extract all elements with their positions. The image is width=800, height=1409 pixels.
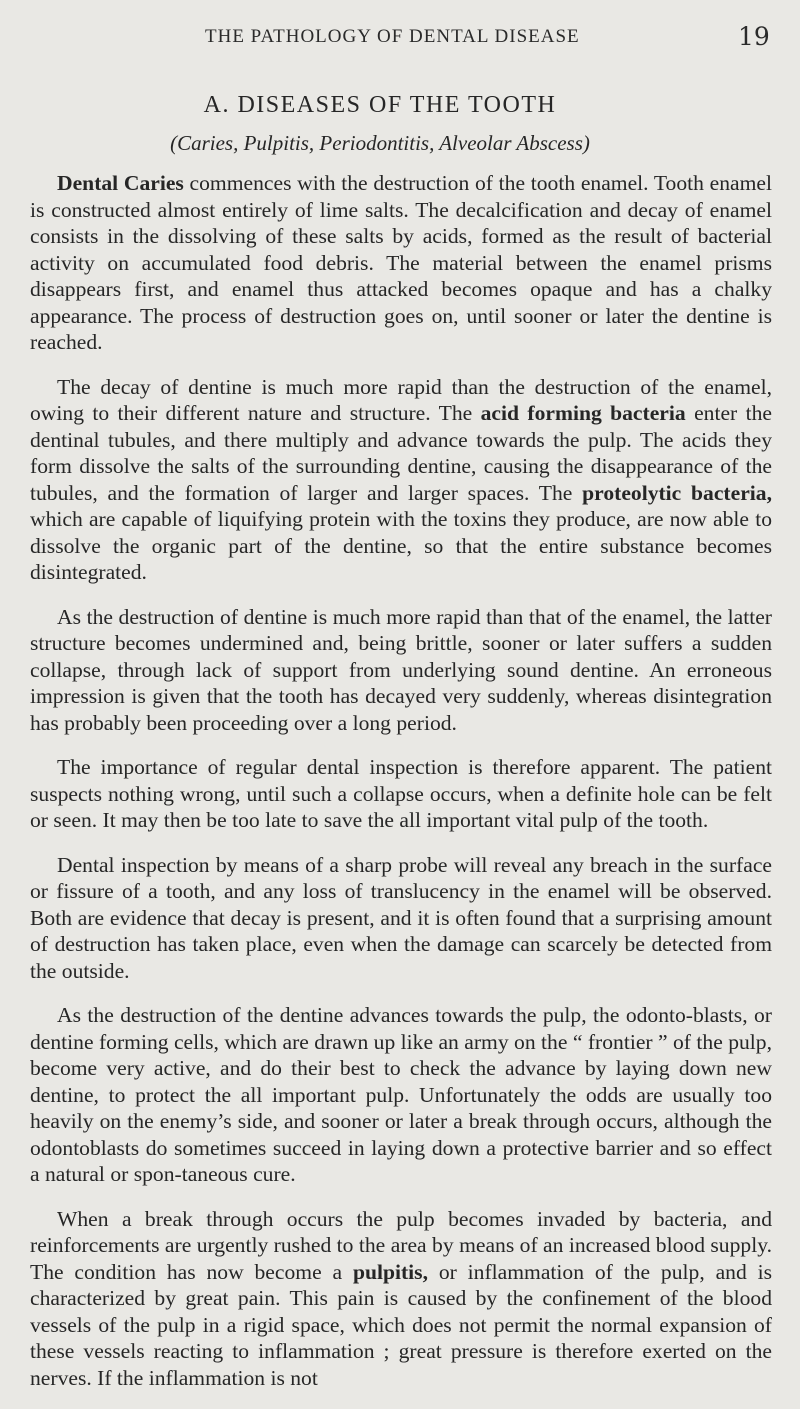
body-text [30,170,772,1409]
bold-term: Dental Caries [57,171,184,195]
section-title: A. DISEASES OF THE TOOTH [203,92,557,118]
paragraph [30,170,772,356]
running-title: THE PATHOLOGY OF DENTAL DISEASE [205,26,580,47]
bold-term: proteolytic bacteria, [582,480,772,505]
text-run: The decay of dentine is much more rapid than the destruction of the enamel, owing to their different nature and structure. The [30,374,772,425]
paragraph [30,1002,772,1188]
running-header [0,22,800,52]
text-run: or inflammation of the pulp, and is characterized by great pain. This pain is caused by the confinement of the blood vessels of the pulp in a rigid space, which does not permit the normal expansion of these vessels reacting to inflammation ; great pressure is therefore exerted on the nerves. If the inflammation is not [30,1259,773,1390]
text-run: which are capable of liquifying protein with the toxins they produce, are now able to dissolve the organic part of the dentine, so that the entire substance becomes disintegrated. [30,507,772,584]
text-run: commences with the destruction of the tooth enamel. Tooth enamel is constructed almost entirely of lime salts. The decalcification and decay of enamel consists in the dissolving of these salts by acids, formed as the result of bacterial activity on accumulated food debris. The material between the enamel prisms disappears first, and enamel thus attacked becomes opaque and has a chalky appearance. The process of destruction goes on, until sooner or later the dentine is reached. [30,171,772,354]
paragraph [30,374,772,586]
text-run: enter the dentinal tubules, and there multiply and advance towards the pulp. The acids they form dissolve the salts of the surrounding dentine, causing the disappearance of the tubules, and the formation of larger and larger spaces. The [30,401,772,505]
paragraph [30,1206,772,1392]
text-run: Dental inspection by means of a sharp probe will reveal any breach in the surface or fissure of a tooth, and any loss of translucency in the enamel will be observed. Both are evidence that decay is present, and it is often found that a surprising amount of destruction has taken place, even when the damage can scarcely be detected from the outside. [30,852,772,983]
paragraph [30,604,772,737]
bold-term: pulpitis, [352,1259,428,1284]
text-run: The importance of regular dental inspection is therefore apparent. The patient suspects nothing wrong, until such a collapse occurs, when a definite hole can be felt or seen. It may then be too late to save the all important vital pulp of the tooth. [30,755,772,832]
paragraph [30,754,772,834]
bold-term: acid forming bacteria [480,401,686,425]
text-run: As the destruction of the dentine advances towards the pulp, the odonto-blasts, or dentine forming cells, which are drawn up like an army on the “ frontier ” of the pulp, become very active, and do their best to check the advance by laying down new dentine, to protect the all important pulp. Unfortunately the odds are usually too heavily on the enemy’s side, and sooner or later a break through occurs, although the odontoblasts do sometimes succeed in laying down a protective barrier and so effect a natural or spon-taneous cure. [30,1003,772,1186]
page-number: 19 [738,22,770,51]
text-run: As the destruction of dentine is much more rapid than that of the enamel, the latter structure becomes undermined and, being brittle, sooner or later suffers a sudden collapse, through lack of support from underlying sound dentine. An erroneous impression is given that the tooth has decayed very suddenly, whereas disintegration has probably been proceeding over a long period. [30,604,772,735]
text-run: When a break through occurs the pulp becomes invaded by bacteria, and reinforcements are urgently rushed to the area by means of an increased blood supply. The condition has now become a [30,1206,772,1284]
section-subtitle: (Caries, Pulpitis, Periodontitis, Alveolar Abscess) [170,131,590,155]
paragraph [30,852,772,985]
